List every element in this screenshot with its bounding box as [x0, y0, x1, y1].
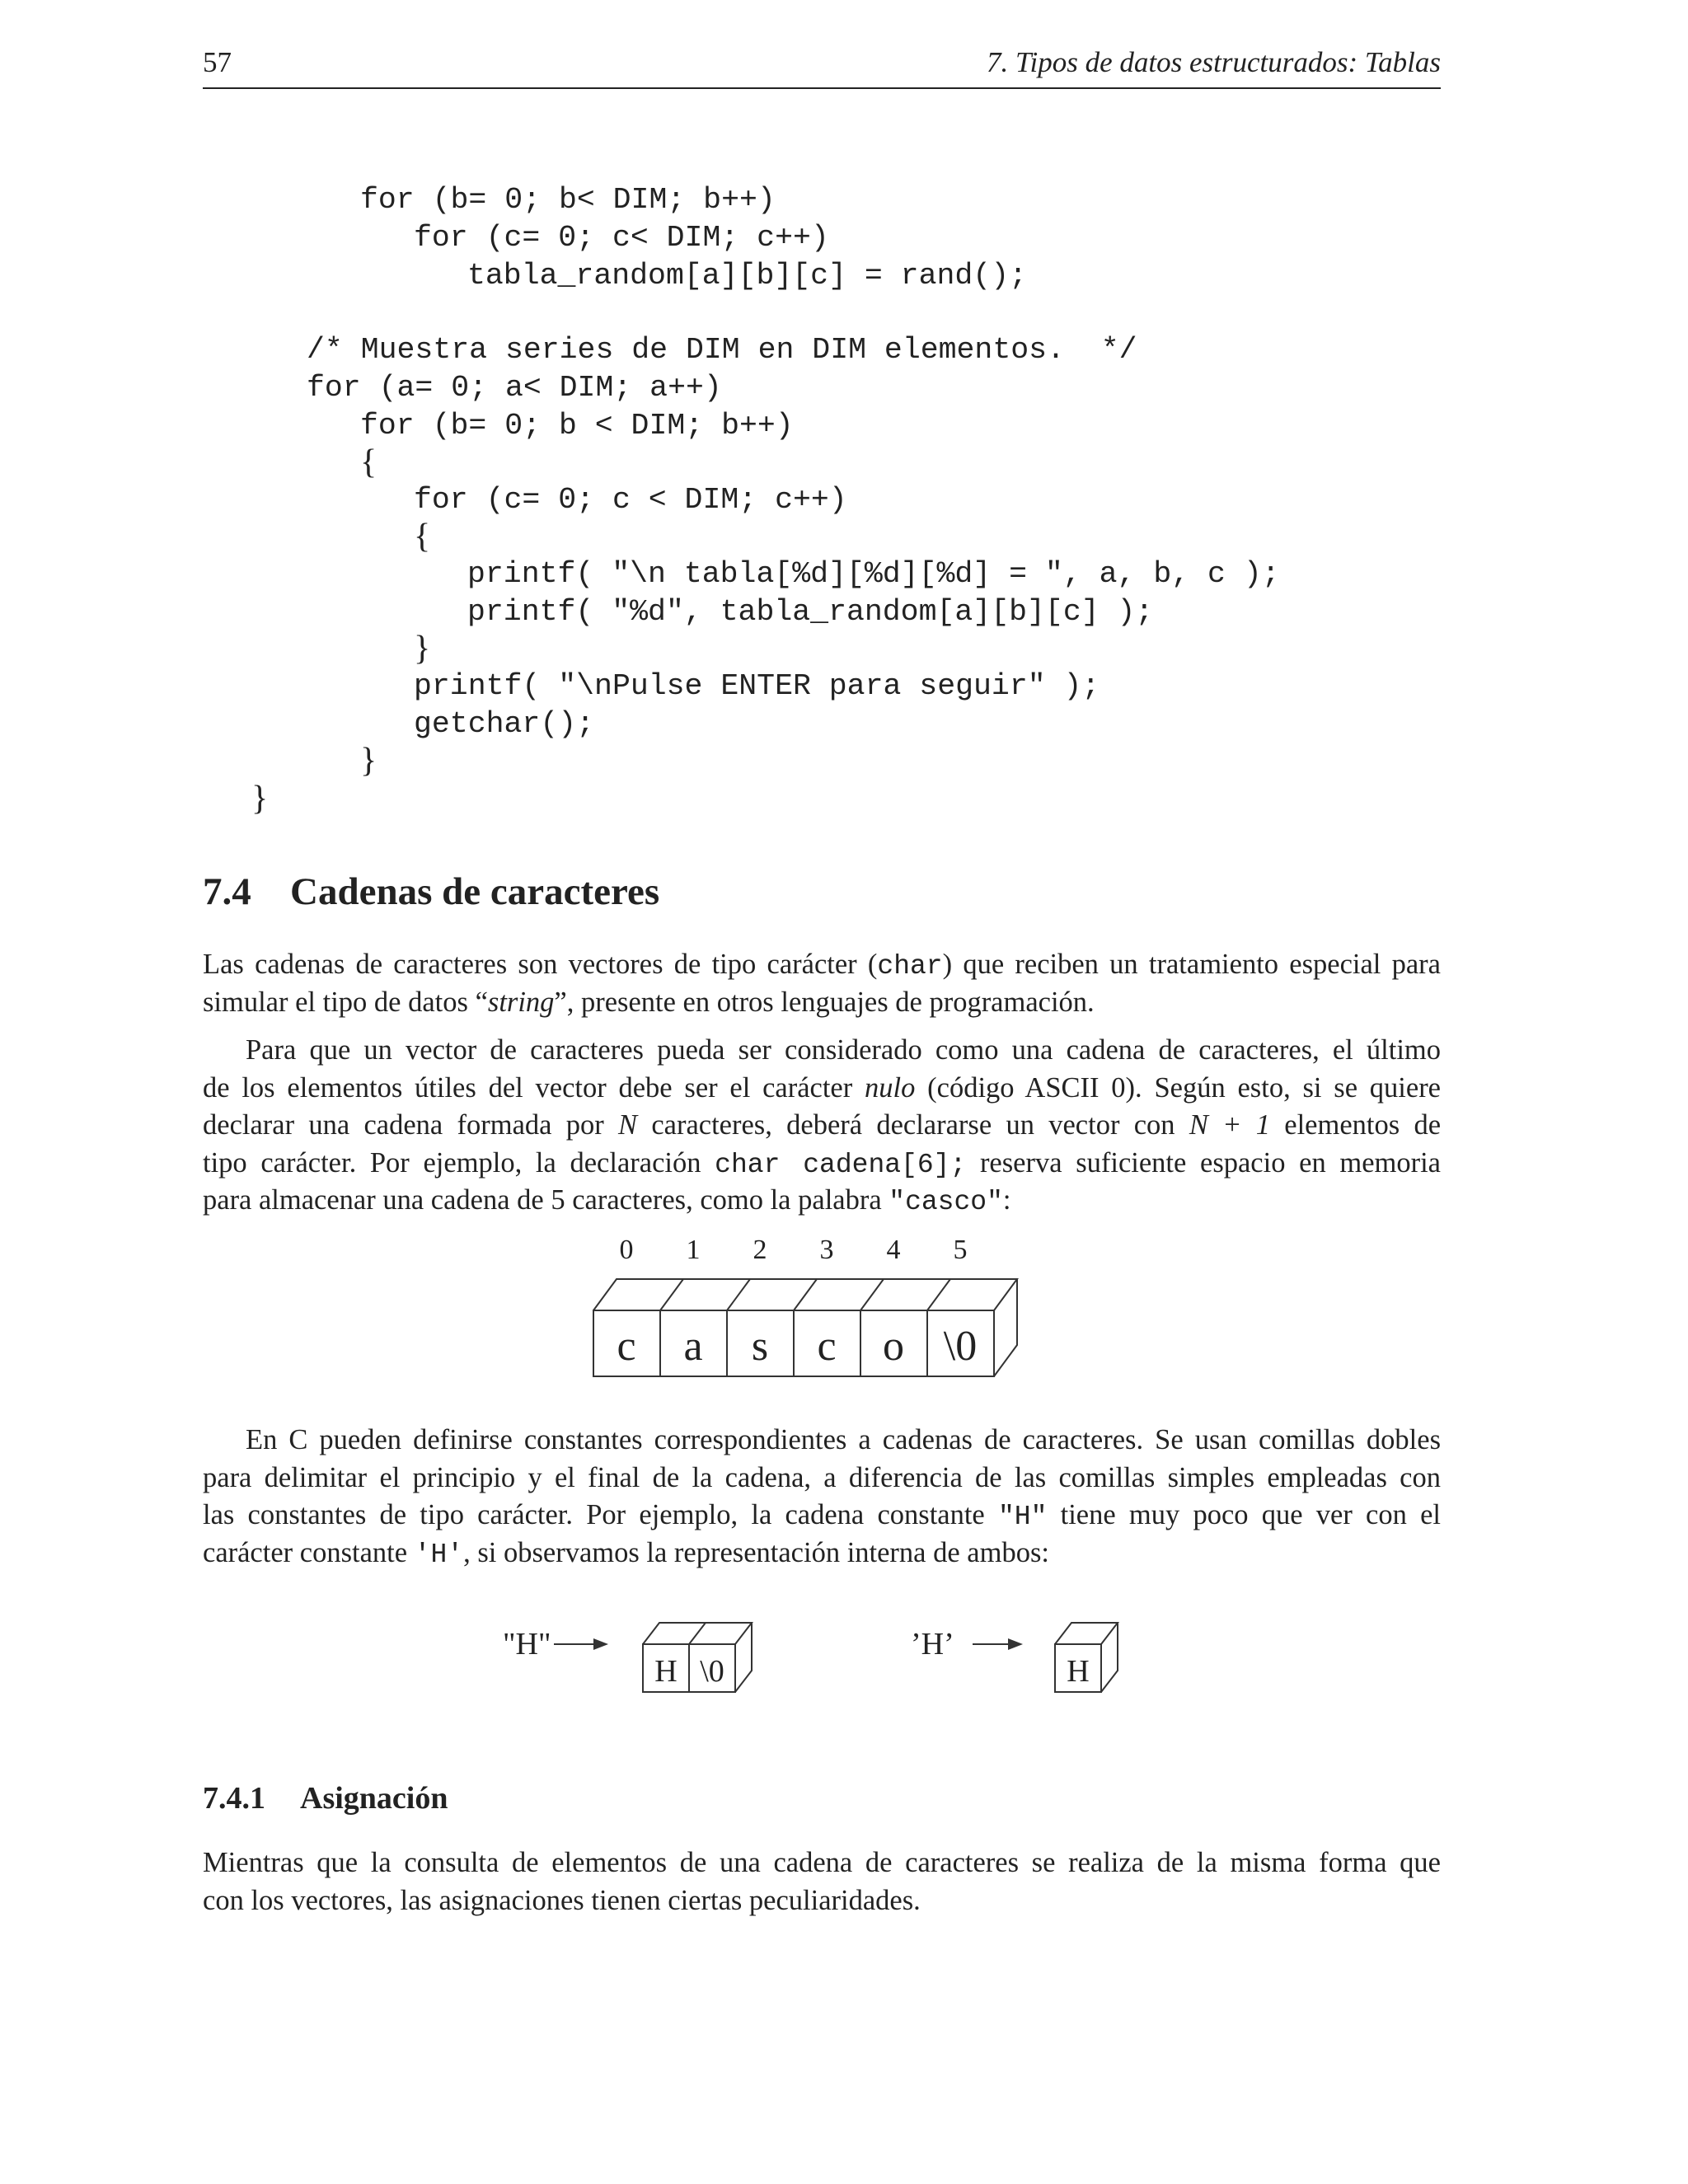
code-brace: {: [414, 518, 431, 555]
cell-char: \0: [700, 1654, 724, 1689]
index-label: 4: [886, 1235, 901, 1265]
cell-char: s: [751, 1323, 769, 1370]
string-constant-label: "H": [503, 1627, 551, 1661]
section-number: 7.4: [203, 870, 251, 913]
inline-code: char cadena[6];: [715, 1149, 967, 1180]
string-vs-char-diagram: [486, 1603, 1146, 1710]
index-label: 1: [686, 1235, 701, 1265]
index-label: 0: [619, 1235, 634, 1265]
inline-code: 'H': [414, 1539, 464, 1570]
code-line: printf( "\n tabla[%d][%d][%d] = ", a, b, c );: [467, 557, 1280, 591]
code-line: printf( "\nPulse ENTER para seguir" );: [414, 669, 1100, 703]
subsection-number: 7.4.1: [203, 1781, 265, 1816]
inline-code: "H": [997, 1502, 1048, 1532]
code-brace: }: [360, 742, 377, 780]
page-number: 57: [203, 46, 232, 78]
section-heading: [203, 869, 659, 914]
inline-code: "casco": [889, 1187, 1003, 1217]
index-label: 5: [953, 1235, 968, 1265]
code-line: for (a= 0; a< DIM; a++): [307, 371, 722, 405]
code-line: printf( "%d", tabla_random[a][b][c] );: [467, 595, 1154, 629]
char-constant-label: ’H’: [911, 1627, 954, 1661]
cell-char: o: [883, 1323, 904, 1370]
emphasis: string: [487, 986, 555, 1018]
cell-char: \0: [943, 1323, 978, 1370]
arrow-head-icon: [1008, 1638, 1023, 1650]
index-label: 3: [819, 1235, 834, 1265]
arrow-head-icon: [593, 1638, 608, 1650]
math-symbol: N: [618, 1109, 638, 1141]
inline-code: char: [877, 951, 943, 982]
code-line: for (b= 0; b < DIM; b++): [360, 409, 794, 443]
index-label: 2: [753, 1235, 767, 1265]
code-brace: }: [251, 780, 269, 818]
code-line: for (c= 0; c < DIM; c++): [414, 483, 847, 517]
subsection-title: Asignación: [300, 1781, 448, 1816]
cell-char: H: [654, 1654, 678, 1689]
section-title: Cadenas de caracteres: [290, 870, 660, 913]
code-brace: {: [360, 443, 377, 481]
char-array-diagram: [577, 1228, 1055, 1393]
cell-char: a: [683, 1323, 703, 1370]
subsection-heading: [203, 1780, 448, 1816]
paragraph: En C pueden definirse constantes correspondientes a cadenas de caracteres. Se usan comillas dobles para delimitar el principio y el final de la cadena, a diferencia de las comillas simples empleadas con las constantes de tipo carácter. Por ejemplo, la cadena constante "H" tiene muy poco que ver con el carácter constante 'H', si observamos la representación interna de ambos:: [203, 1424, 1441, 1570]
running-title: 7. Tipos de datos estructurados: Tablas: [986, 46, 1441, 78]
cell-char: c: [817, 1323, 837, 1370]
cell-char: c: [617, 1323, 636, 1370]
code-line: for (c= 0; c< DIM; c++): [414, 221, 829, 255]
code-line: tabla_random[a][b][c] = rand();: [467, 259, 1028, 293]
code-brace: }: [414, 630, 431, 668]
code-line: getchar();: [414, 707, 595, 741]
paragraph: Para que un vector de caracteres pueda ser considerado como una cadena de caracteres, el último de los elementos útiles del vector debe ser el carácter nulo (código ASCII 0). Según esto, si se quiere declarar una cadena formada por N caracteres, deberá declararse un vector con N + 1 elementos de tipo carácter. Por ejemplo, la declaración char cadena[6]; reserva suficiente espacio en memoria para almacenar una cadena de 5 caracteres, como la palabra "casco":: [203, 1034, 1442, 1217]
emphasis: nulo: [865, 1071, 916, 1104]
code-line: for (b= 0; b< DIM; b++): [360, 183, 776, 217]
code-comment: /* Muestra series de DIM en DIM elementos. */: [307, 333, 1137, 367]
page-header: [203, 46, 1441, 89]
paragraph: Las cadenas de caracteres son vectores de tipo carácter (char) que reciben un tratamiento especial para simular el tipo de datos “string”, presente en otros lenguajes de programación.: [203, 949, 1441, 1018]
cell-char: H: [1067, 1654, 1090, 1689]
paragraph: Mientras que la consulta de elementos de una cadena de caracteres se realiza de la misma forma que con los vectores, las asignaciones tienen ciertas peculiaridades.: [203, 1847, 1441, 1916]
math-expression: N + 1: [1189, 1109, 1270, 1141]
